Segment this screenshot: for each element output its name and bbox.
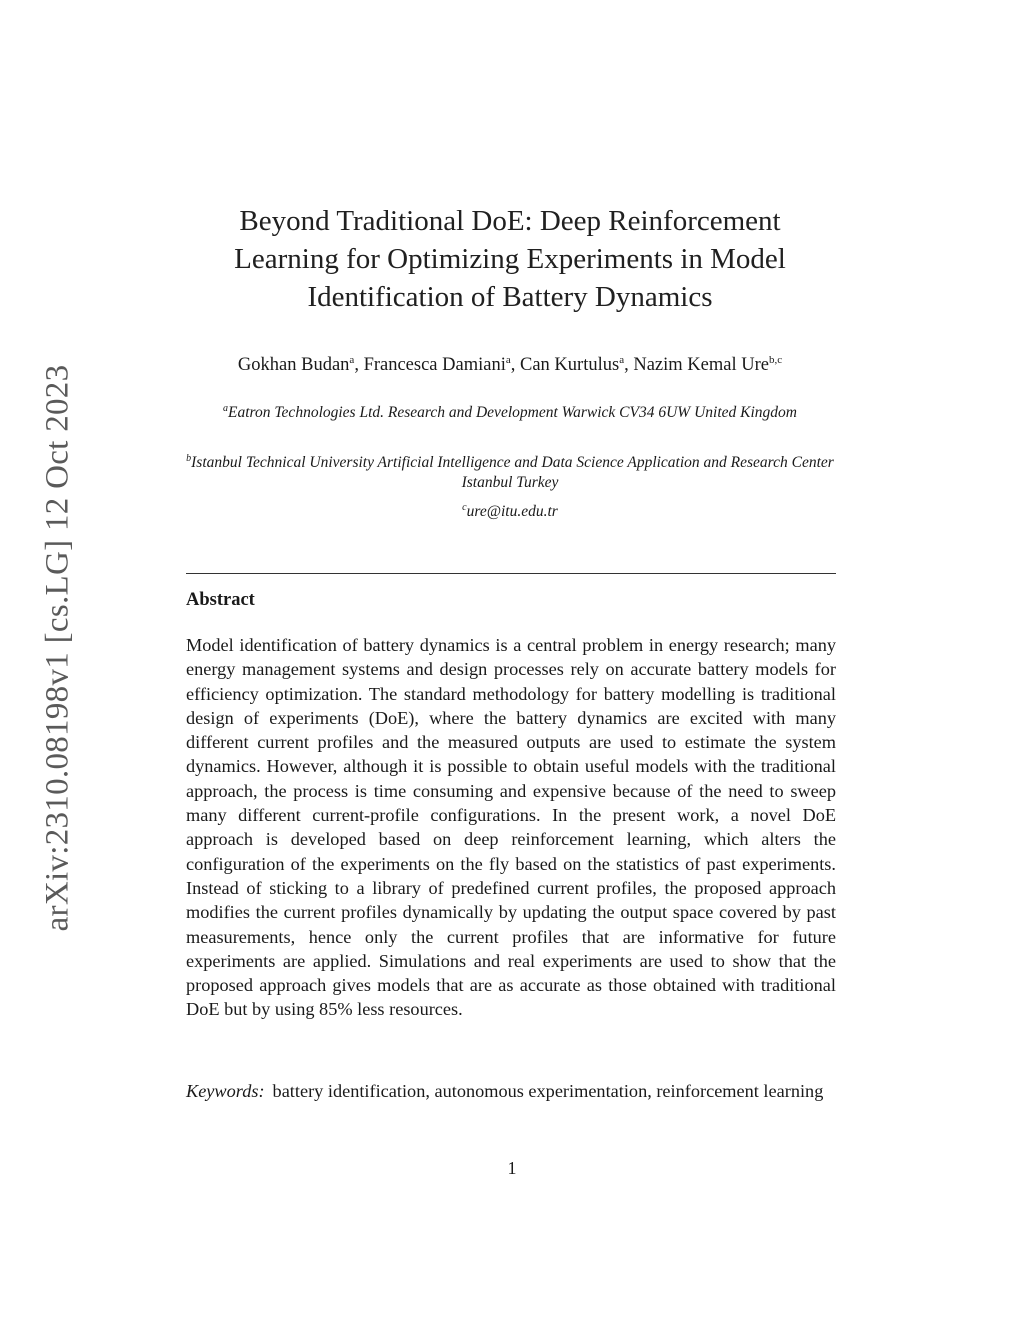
abstract-heading: Abstract xyxy=(186,590,255,610)
keywords-label: Keywords: xyxy=(186,1081,265,1101)
author-affiliation-mark: a xyxy=(619,354,625,366)
arxiv-identifier-stamp: arXiv:2310.08198v1 [cs.LG] 12 Oct 2023 xyxy=(39,364,76,932)
affiliation-mark: b xyxy=(186,453,192,464)
section-divider xyxy=(186,573,836,574)
title-line: Beyond Traditional DoE: Deep Reinforcement xyxy=(239,205,781,237)
author-name: Gokhan Budan xyxy=(237,355,350,375)
title-line: Learning for Optimizing Experiments in Model xyxy=(234,243,786,275)
paper-title xyxy=(150,202,870,316)
author-name: Nazim Kemal Ure xyxy=(633,355,769,375)
affiliation-a xyxy=(180,399,840,423)
affiliation-mark: c xyxy=(462,502,467,513)
contact-email: ure@itu.edu.tr xyxy=(466,503,558,520)
author-affiliation-mark: b,c xyxy=(768,354,783,366)
author-name: Can Kurtulus xyxy=(520,355,620,375)
keywords xyxy=(186,1079,836,1103)
page-number: 1 xyxy=(507,1158,517,1178)
affiliation-c-email xyxy=(180,498,840,522)
author-affiliation-mark: a xyxy=(505,354,511,366)
affiliation-b xyxy=(180,449,840,493)
abstract-body: Model identification of battery dynamics is a central problem in energy research; many energy management systems and design processes rely on accurate battery models for efficiency optimization. The standard methodology for battery modelling is traditional design of experiments (DoE), where the battery dynamics are excited with many different current profiles and the measured outputs are used to estimate the system dynamics. However, although it is possible to obtain useful models with the traditional approach, the process is time consuming and expensive because of the need to sweep many different current-profile configurations. In the present work, a novel DoE approach is developed based on deep reinforcement learning, which alters the configuration of the experiments on the fly based on the statistics of past experiments. Instead of sticking to a library of predefined current profiles, the proposed approach modifies the current profiles dynamically by updating the output space covered by past measurements, hence only the current profiles that are informative for future experiments are applied. Simulations and real experiments are used to show that the proposed approach gives models that are as accurate as those obtained with traditional DoE but by using 85% less resources. xyxy=(186,635,836,1020)
author-list: Gokhan Budan$^a$, Francesca Damiani$^a$, Can Kurtulus$^a$, Nazim Kemal Ure$^{b,c}$ xyxy=(237,354,783,375)
affiliation-text: Istanbul Technical University Artificial Intelligence and Data Science Application and Research Center Istanbul Turkey xyxy=(191,454,834,491)
title-line: Identification of Battery Dynamics xyxy=(307,281,713,313)
author-affiliation-mark: a xyxy=(349,354,355,366)
keywords-text: battery identification, autonomous experimentation, reinforcement learning xyxy=(272,1081,824,1101)
affiliation-mark: a xyxy=(223,403,228,414)
affiliation-text: Eatron Technologies Ltd. Research and Development Warwick CV34 6UW United Kingdom xyxy=(228,404,797,421)
author-name: Francesca Damiani xyxy=(363,355,506,375)
